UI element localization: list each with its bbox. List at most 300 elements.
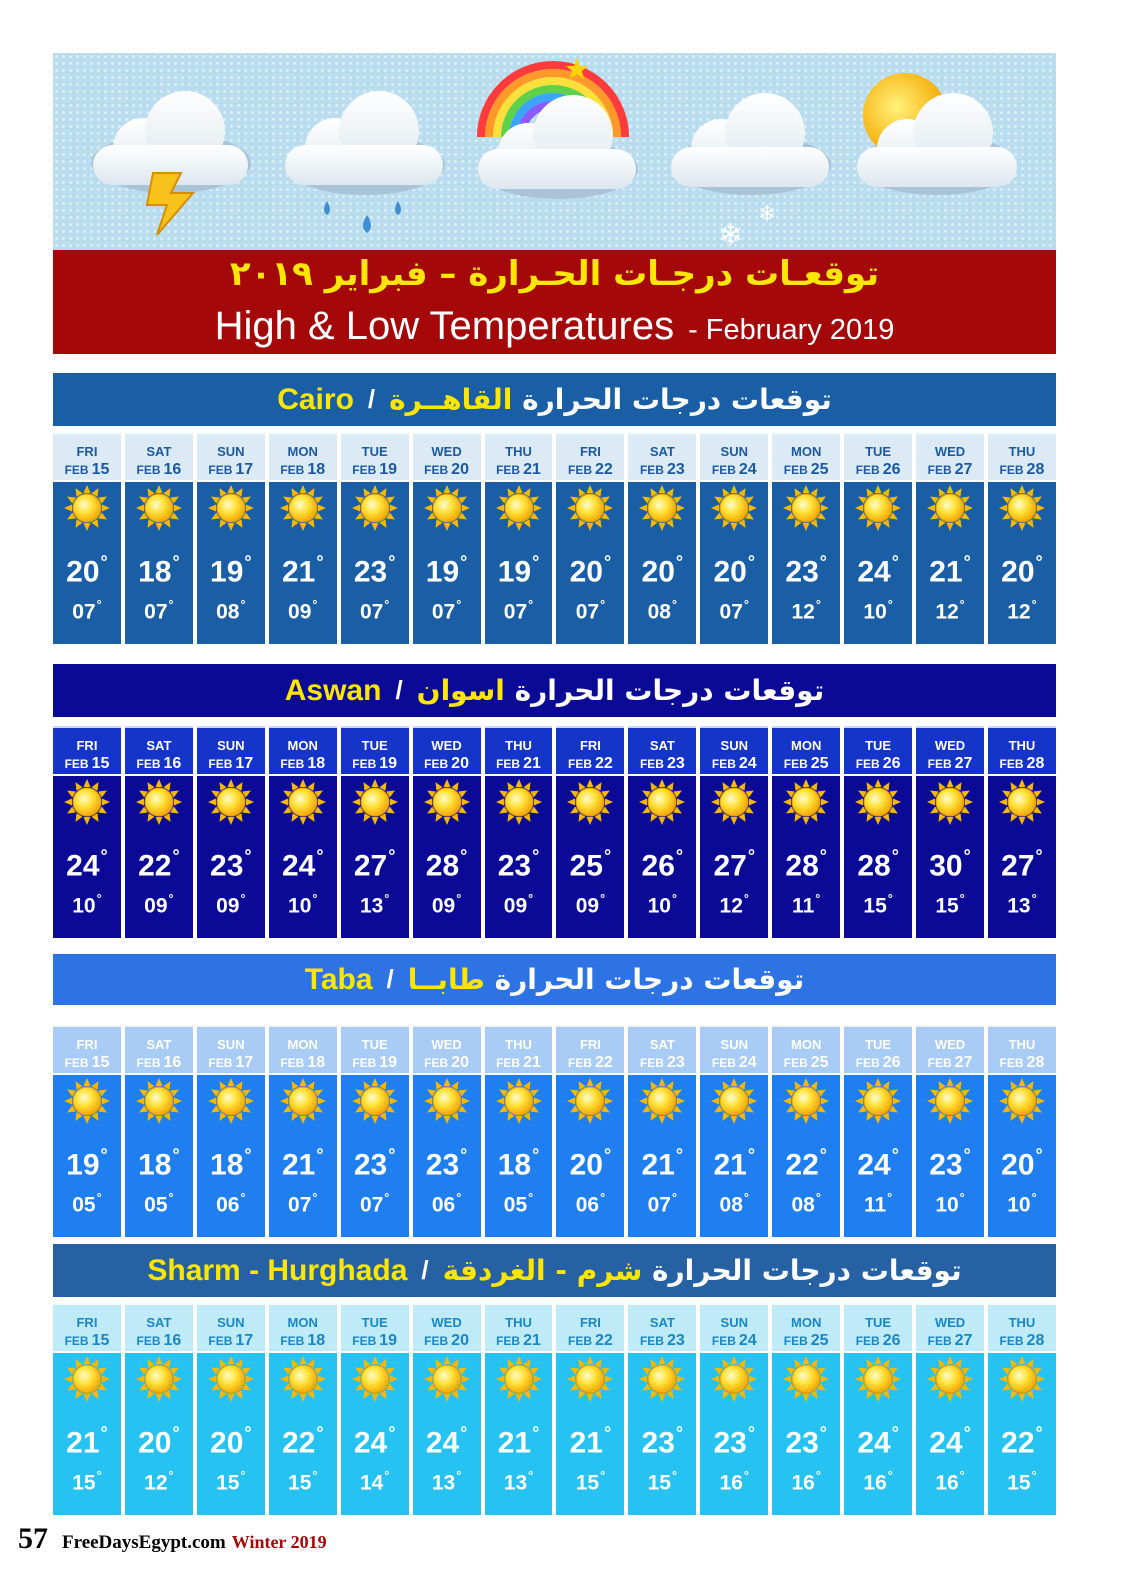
date-number: 21 [523,461,541,478]
month-label: FEB [280,757,305,771]
month-label: FEB [352,1056,377,1070]
day-name: FRI [76,1037,98,1052]
date-number: 22 [595,461,613,478]
day-date [413,1054,481,1072]
day-date [556,1332,624,1350]
day-forecast-cell [556,1303,624,1515]
day-date [269,461,337,479]
footer-season: Winter 2019 [231,1532,327,1552]
high-temp: 24° [281,846,324,883]
day-forecast-cell [700,1025,768,1237]
day-forecast-cell [556,1025,624,1237]
sun-icon [63,484,111,532]
sun-icon [135,484,183,532]
day-forecast-cell [413,1025,481,1237]
degree-symbol: ° [747,846,756,866]
day-header [700,1303,768,1351]
high-temp: 20° [569,1145,612,1182]
city-name-english: Taba [304,962,373,996]
day-forecast-cell [844,1303,912,1515]
day-body [628,1353,696,1515]
month-label: FEB [783,757,808,771]
day-header [844,1025,912,1073]
month-label: FEB [424,1056,449,1070]
day-body [988,482,1056,644]
degree-symbol: ° [675,846,684,866]
sun-icon [782,1077,830,1125]
day-name: FRI [579,444,601,459]
degree-symbol: ° [1035,1423,1043,1443]
date-number: 20 [451,461,469,478]
day-date [197,755,265,773]
degree-symbol: ° [532,1423,540,1443]
day-header [125,1025,193,1073]
high-temp: 20° [713,552,756,589]
section-header [53,1244,1056,1297]
day-body [341,482,409,644]
high-temp: 27° [353,846,396,883]
section-aswan [53,664,1056,938]
day-date [53,755,121,773]
date-number: 17 [235,755,254,772]
day-forecast-cell [844,432,912,644]
degree-symbol: ° [456,1191,462,1205]
day-body [700,1353,768,1515]
day-forecast-cell [269,432,337,644]
degree-symbol: ° [96,1469,102,1483]
low-temp: 06° [431,1191,462,1217]
month-label: FEB [136,1056,161,1070]
date-number: 20 [451,1332,469,1349]
day-body [485,1353,553,1515]
sun-icon [566,1355,614,1403]
sun-icon [351,778,399,826]
day-header [916,432,984,480]
date-number: 25 [810,1054,829,1071]
date-number: 24 [738,1054,757,1071]
sun-icon [926,1077,974,1125]
low-temp: 07° [719,598,749,624]
section-cairo [53,373,1056,645]
day-body [341,1075,409,1237]
day-name: FRI [76,444,98,459]
high-temp: 21° [929,552,971,589]
low-temp: 05° [72,1191,102,1217]
day-date [844,1332,912,1350]
month-label: FEB [64,1056,89,1070]
day-body [556,1075,624,1237]
month-label: FEB [496,1056,521,1070]
date-number: 19 [379,755,398,772]
degree-symbol: ° [815,598,821,612]
day-body [916,482,984,644]
day-name: SUN [720,444,748,459]
day-body [844,1353,912,1515]
day-body [197,1075,265,1237]
month-label: FEB [999,1056,1024,1070]
day-forecast-cell [916,726,984,938]
snow-cloud-icon [671,93,831,250]
day-forecast-row [53,1025,1056,1237]
month-label: FEB [64,757,89,771]
day-name: SUN [720,1315,748,1330]
sun-icon [423,778,471,826]
day-date [125,1054,193,1072]
month-label: FEB [711,1056,736,1070]
sun-icon [279,1355,327,1403]
day-date [341,461,409,479]
degree-symbol: ° [671,1469,678,1483]
degree-symbol: ° [96,598,102,612]
day-header [197,1303,265,1351]
day-date [844,461,912,479]
day-name: WED [431,444,462,459]
low-temp: 16° [863,1469,893,1495]
arabic-city: شرم - الغردقة [442,1254,643,1287]
sun-icon [423,1355,471,1403]
day-name: MON [791,1037,822,1052]
day-date [988,1054,1056,1072]
month-label: FEB [352,463,377,477]
day-forecast-cell [844,1025,912,1237]
degree-symbol: ° [887,1191,893,1205]
date-number: 26 [882,1054,901,1071]
degree-symbol: ° [1031,892,1037,906]
high-temp: 28° [425,846,468,883]
day-header [916,1303,984,1351]
degree-symbol: ° [815,1469,821,1483]
high-temp: 20° [210,1423,252,1460]
low-temp: 05° [144,1191,174,1217]
date-number: 26 [882,755,901,772]
high-temp: 27° [713,846,756,883]
date-number: 19 [379,1054,398,1071]
day-forecast-cell [485,432,553,644]
date-number: 23 [666,461,685,478]
city-name-arabic [417,674,825,707]
day-header [53,432,121,480]
degree-symbol: ° [1031,598,1037,612]
arabic-forecast-label: توقعات درجات الحرارة [494,963,805,996]
degree-symbol: ° [240,892,246,906]
sun-icon [351,484,399,532]
day-name: SAT [146,1037,172,1052]
day-forecast-cell [125,1303,193,1515]
day-body [197,482,265,644]
day-header [197,432,265,480]
date-number: 16 [163,1054,182,1071]
high-temp: 23° [641,1423,684,1460]
day-header [197,1025,265,1073]
day-date [125,1332,193,1350]
sun-icon [710,1355,758,1403]
low-temp: 13° [431,1469,462,1495]
day-body [628,482,696,644]
day-body [700,776,768,938]
high-temp: 24° [857,1423,899,1460]
day-forecast-cell [341,432,409,644]
degree-symbol: ° [604,846,612,866]
high-temp: 22° [138,846,180,883]
high-temp: 22° [785,1145,827,1182]
day-forecast-cell [341,726,409,938]
day-header [988,432,1056,480]
low-temp: 14° [359,1469,390,1495]
day-header [628,1303,696,1351]
degree-symbol: ° [384,598,390,612]
month-label: FEB [711,757,736,771]
day-header [988,1303,1056,1351]
day-body [125,482,193,644]
degree-symbol: ° [600,892,606,906]
degree-symbol: ° [887,892,893,906]
degree-symbol: ° [891,846,899,866]
day-date [916,1332,984,1350]
degree-symbol: ° [604,1423,612,1443]
sun-icon [710,484,758,532]
high-temp: 23° [785,552,827,589]
day-forecast-cell [485,726,553,938]
day-date [844,1054,912,1072]
day-header [916,726,984,774]
low-temp: 16° [719,1469,749,1495]
day-date [988,461,1056,479]
degree-symbol: ° [100,552,108,572]
low-temp: 15° [935,892,965,918]
low-temp: 10° [288,892,318,918]
page-number: 57 [18,1522,48,1555]
month-label: FEB [352,757,377,771]
day-date [628,755,696,773]
sun-icon [207,484,255,532]
day-name: THU [1008,444,1036,459]
english-title [53,304,1056,349]
degree-symbol: ° [528,598,534,612]
date-number: 25 [810,755,829,772]
day-body [772,1353,840,1515]
day-body [916,776,984,938]
sun-icon [638,778,686,826]
day-header [485,1025,553,1073]
degree-symbol: ° [388,552,396,572]
day-header [628,1025,696,1073]
day-date [413,1332,481,1350]
month-label: FEB [496,757,521,771]
degree-symbol: ° [168,1191,174,1205]
sun-icon [135,778,183,826]
day-header [772,1025,840,1073]
day-body [988,1353,1056,1515]
header-separator: / [367,384,376,414]
high-temp: 19° [425,552,468,589]
month-label: FEB [711,463,736,477]
month-label: FEB [352,1334,377,1348]
day-body [844,776,912,938]
low-temp: 06° [575,1191,606,1217]
high-temp: 22° [281,1423,324,1460]
day-body [53,1075,121,1237]
day-header [844,726,912,774]
day-date [556,755,624,773]
day-name: MON [287,1037,318,1052]
sun-icon [566,1077,614,1125]
day-date [700,1332,768,1350]
low-temp: 15° [288,1469,318,1495]
sun-icon [998,778,1046,826]
date-number: 28 [1026,461,1045,478]
day-forecast-cell [269,1303,337,1515]
day-date [197,461,265,479]
date-number: 23 [666,1332,685,1349]
high-temp: 24° [425,1423,468,1460]
degree-symbol: ° [815,1191,821,1205]
day-name: FRI [579,1037,601,1052]
month-label: FEB [496,463,521,477]
day-header [628,432,696,480]
sun-icon [423,1077,471,1125]
month-label: FEB [208,463,233,477]
day-forecast-cell [269,726,337,938]
day-date [269,1054,337,1072]
day-name: TUE [865,1037,892,1052]
date-number: 15 [91,461,110,478]
day-body [413,776,481,938]
high-temp: 28° [857,846,899,883]
arabic-forecast-label: توقعات درجات الحرارة [652,1254,962,1287]
month-label: FEB [927,463,952,477]
day-forecast-cell [197,1025,265,1237]
date-number: 18 [307,461,326,478]
day-forecast-cell [485,1025,553,1237]
low-temp: 07° [359,598,390,624]
day-date [53,1054,121,1072]
day-forecast-cell [988,1303,1056,1515]
day-header [341,726,409,774]
day-date [197,1332,265,1350]
day-forecast-cell [53,1303,121,1515]
high-temp: 26° [641,846,684,883]
date-number: 25 [810,461,829,478]
day-name: THU [505,738,532,753]
date-number: 18 [307,1054,326,1071]
degree-symbol: ° [819,846,827,866]
high-temp: 24° [353,1423,396,1460]
day-date [269,755,337,773]
day-forecast-cell [628,726,696,938]
degree-symbol: ° [456,892,462,906]
degree-symbol: ° [244,846,252,866]
degree-symbol: ° [959,1191,965,1205]
degree-symbol: ° [388,1423,396,1443]
date-number: 27 [954,1332,973,1349]
day-date [53,1332,121,1350]
day-name: THU [505,1037,532,1052]
day-body [125,776,193,938]
header-separator: / [386,964,394,994]
day-body [700,1075,768,1237]
month-label: FEB [639,463,664,477]
day-forecast-cell [197,1303,265,1515]
day-date [413,755,481,773]
day-name: TUE [865,738,892,753]
day-header [125,1303,193,1351]
day-name: TUE [361,738,388,753]
day-body [269,776,337,938]
day-name: SUN [217,444,245,459]
degree-symbol: ° [959,892,965,906]
day-name: THU [505,1315,532,1330]
day-header [269,1025,337,1073]
day-header [125,726,193,774]
english-title-main: High & Low Temperatures [214,304,675,348]
day-forecast-cell [772,726,840,938]
day-body [556,482,624,644]
sun-cloud-icon [857,73,1017,195]
sun-icon [998,484,1046,532]
day-name: MON [287,738,318,753]
month-label: FEB [568,463,593,477]
degree-symbol: ° [312,598,318,612]
high-temp: 23° [425,1145,468,1182]
high-temp: 24° [857,552,899,589]
low-temp: 08° [791,1191,821,1217]
day-date [628,1332,696,1350]
day-forecast-cell [125,1025,193,1237]
sun-icon [638,484,686,532]
degree-symbol: ° [743,1469,749,1483]
low-temp: 13° [503,1469,534,1495]
date-number: 26 [882,461,901,478]
degree-symbol: ° [1031,1469,1037,1483]
day-date [916,755,984,773]
day-forecast-cell [916,432,984,644]
day-name: WED [934,738,966,753]
degree-symbol: ° [743,1191,749,1205]
sun-icon [782,1355,830,1403]
day-header [485,432,553,480]
day-name: FRI [76,738,98,753]
low-temp: 12° [144,1469,174,1495]
day-name: MON [791,1315,822,1330]
city-name-english: Cairo [277,382,354,416]
degree-symbol: ° [747,1423,756,1443]
month-label: FEB [280,1334,305,1348]
high-temp: 18° [497,1145,540,1182]
day-forecast-cell [844,726,912,938]
day-header [269,726,337,774]
city-name-english: Aswan [284,673,382,707]
high-temp: 20° [1001,552,1043,589]
date-number: 28 [1026,1054,1045,1071]
degree-symbol: ° [168,1469,174,1483]
high-temp: 21° [497,1423,540,1460]
degree-symbol: ° [671,598,678,612]
date-number: 28 [1026,1332,1045,1349]
day-forecast-cell [772,1025,840,1237]
month-label: FEB [639,1056,664,1070]
degree-symbol: ° [963,1423,971,1443]
low-temp: 07° [144,598,174,624]
high-temp: 30° [929,846,971,883]
month-label: FEB [568,1334,593,1348]
day-body [844,482,912,644]
low-temp: 10° [1007,1191,1037,1217]
sun-icon [998,1077,1046,1125]
degree-symbol: ° [528,1469,534,1483]
low-temp: 07° [72,598,102,624]
month-label: FEB [280,463,305,477]
date-number: 18 [307,755,326,772]
